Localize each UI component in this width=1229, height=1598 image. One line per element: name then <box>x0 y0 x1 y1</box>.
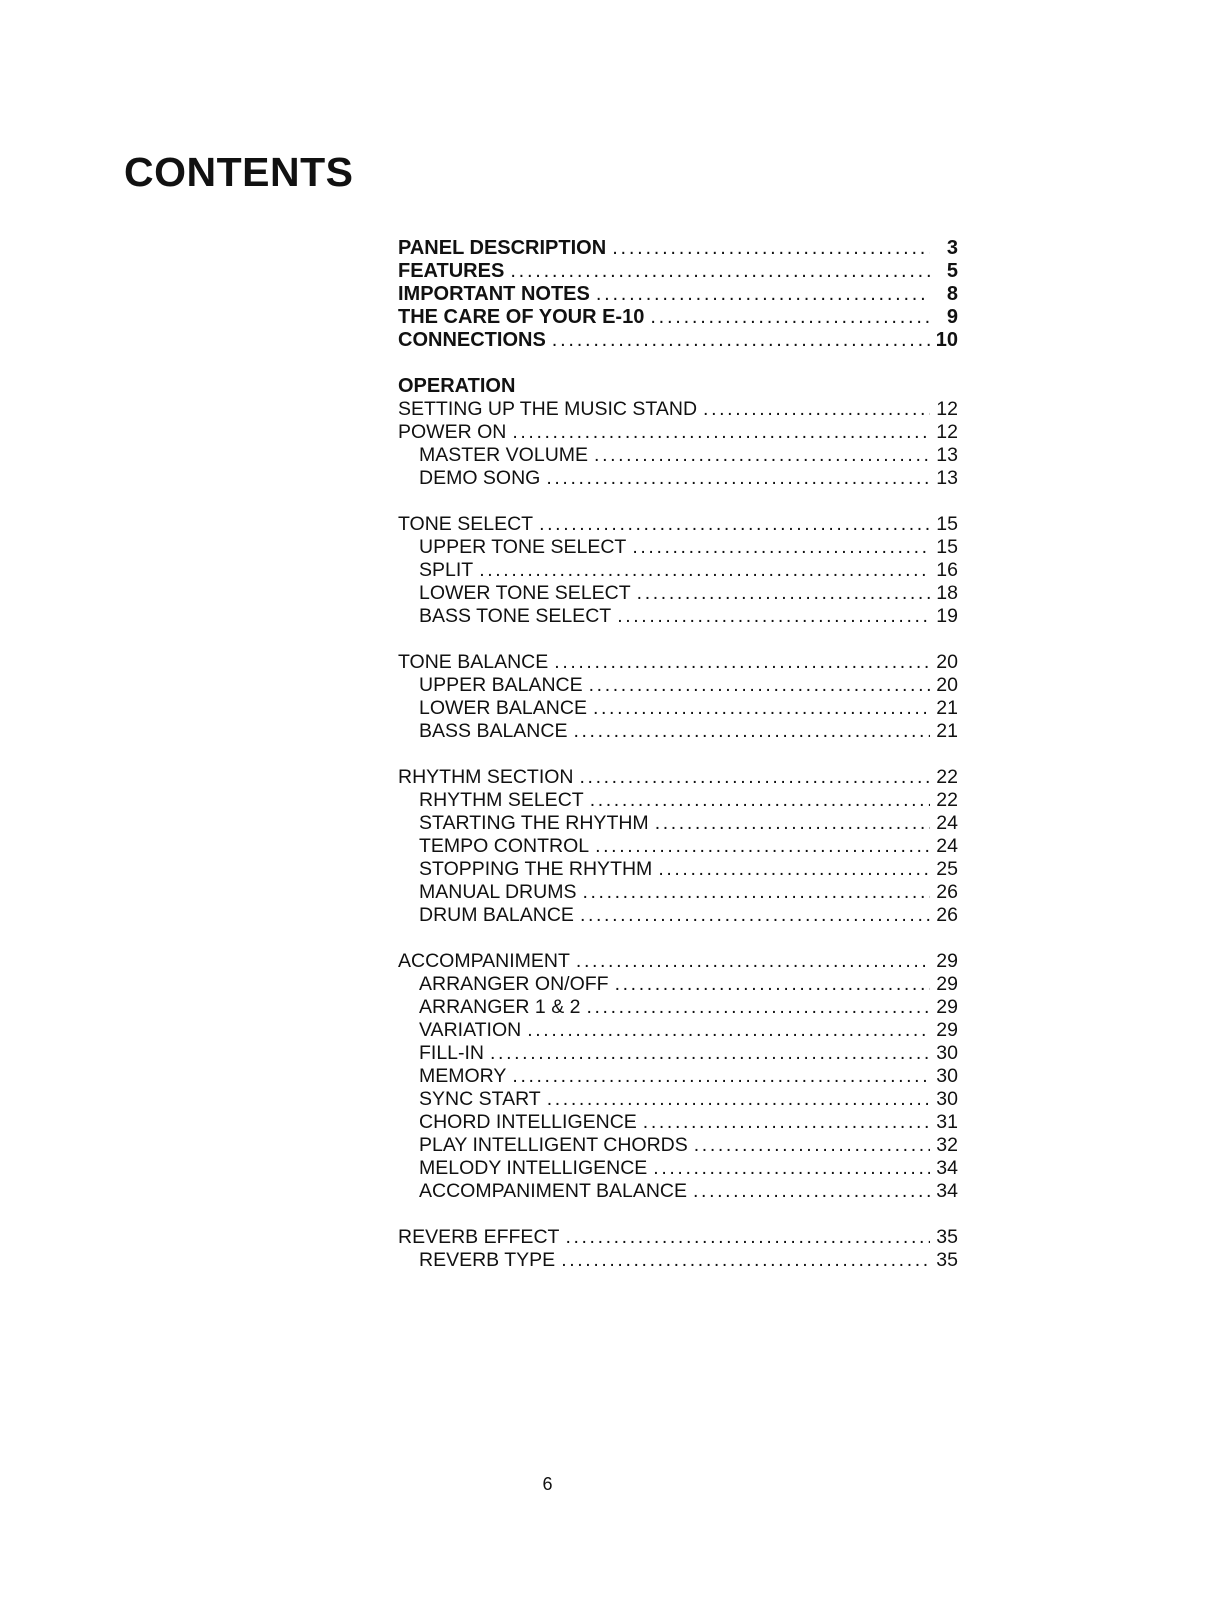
toc-entry-page: 26 <box>936 904 958 926</box>
toc-entry-melody-intelligence[interactable] <box>398 1157 958 1180</box>
toc-entry-page: 8 <box>946 283 958 305</box>
toc-entry-demo-song[interactable] <box>398 467 958 490</box>
toc-entry-accompaniment[interactable] <box>398 950 958 973</box>
toc-entry-label: MEMORY <box>419 1065 507 1087</box>
toc-entry-label: TEMPO CONTROL <box>419 835 590 857</box>
toc-section-heading: OPERATION <box>398 375 516 397</box>
dot-leader <box>655 812 930 835</box>
toc-entry-page: 34 <box>936 1180 958 1202</box>
toc-entry-label: BASS TONE SELECT <box>419 605 612 627</box>
toc-entry-arranger-1-2[interactable] <box>398 996 958 1019</box>
toc-entry-important-notes[interactable] <box>398 283 958 306</box>
dot-leader <box>546 467 930 490</box>
toc-entry-arranger-on-off[interactable] <box>398 973 958 996</box>
toc-entry-connections[interactable] <box>398 329 958 352</box>
toc-entry-page: 31 <box>936 1111 958 1133</box>
toc-entry-variation[interactable] <box>398 1019 958 1042</box>
toc-entry-upper-tone-select[interactable] <box>398 536 958 559</box>
toc-entry-label: ARRANGER 1 & 2 <box>419 996 581 1018</box>
toc-entry-label: LOWER BALANCE <box>419 697 587 719</box>
toc-entry-label: CHORD INTELLIGENCE <box>419 1111 637 1133</box>
toc-entry-page: 15 <box>936 536 958 558</box>
toc-entry-label: REVERB EFFECT <box>398 1226 560 1248</box>
toc-entry-tempo-control[interactable] <box>398 835 958 858</box>
toc-group-rhythm <box>398 766 958 927</box>
dot-leader <box>596 283 930 306</box>
dot-leader <box>590 789 930 812</box>
toc-entry-label: PANEL DESCRIPTION <box>398 237 607 259</box>
toc-entry-label: ACCOMPANIMENT <box>398 950 570 972</box>
toc-group-front-matter <box>398 237 958 352</box>
toc-entry-upper-balance[interactable] <box>398 674 958 697</box>
dot-leader <box>580 904 930 927</box>
toc-entry-panel-description[interactable] <box>398 237 958 260</box>
toc-entry-page: 22 <box>936 789 958 811</box>
dot-leader <box>547 1088 930 1111</box>
dot-leader <box>479 559 930 582</box>
toc-entry-page: 29 <box>936 996 958 1018</box>
toc-entry-rhythm-section[interactable] <box>398 766 958 789</box>
dot-leader <box>576 950 930 973</box>
toc-entry-page: 21 <box>936 720 958 742</box>
toc-entry-page: 16 <box>936 559 958 581</box>
toc-entry-page: 35 <box>936 1249 958 1271</box>
dot-leader <box>527 1019 930 1042</box>
dot-leader <box>632 536 930 559</box>
toc-entry-label: MELODY INTELLIGENCE <box>419 1157 648 1179</box>
dot-leader <box>693 1180 930 1203</box>
toc-entry-music-stand[interactable] <box>398 398 958 421</box>
toc-entry-label: POWER ON <box>398 421 507 443</box>
toc-entry-page: 12 <box>936 398 958 420</box>
dot-leader <box>490 1042 930 1065</box>
dot-leader <box>612 237 930 260</box>
toc-entry-label: UPPER BALANCE <box>419 674 583 696</box>
toc-entry-page: 26 <box>936 881 958 903</box>
toc-entry-page: 9 <box>946 306 958 328</box>
dot-leader <box>650 306 930 329</box>
dot-leader <box>582 881 930 904</box>
page-number: 6 <box>542 1474 553 1494</box>
dot-leader <box>586 996 930 1019</box>
toc-entry-label: BASS BALANCE <box>419 720 568 742</box>
dot-leader <box>565 1226 930 1249</box>
toc-entry-bass-balance[interactable] <box>398 720 958 743</box>
toc-entry-lower-balance[interactable] <box>398 697 958 720</box>
dot-leader <box>694 1134 930 1157</box>
toc-entry-page: 13 <box>936 444 958 466</box>
toc-entry-page: 25 <box>936 858 958 880</box>
dot-leader <box>554 651 930 674</box>
toc-entry-label: RHYTHM SECTION <box>398 766 574 788</box>
toc-entry-rhythm-select[interactable] <box>398 789 958 812</box>
toc-entry-label: REVERB TYPE <box>419 1249 556 1271</box>
toc-entry-power-on[interactable] <box>398 421 958 444</box>
toc-entry-label: TONE SELECT <box>398 513 534 535</box>
dot-leader <box>637 582 930 605</box>
toc-entry-label: ARRANGER ON/OFF <box>419 973 609 995</box>
toc-entry-label: FEATURES <box>398 260 505 282</box>
dot-leader <box>512 1065 930 1088</box>
toc-entry-starting-rhythm[interactable] <box>398 812 958 835</box>
toc-entry-page: 24 <box>936 812 958 834</box>
toc-entry-label: CONNECTIONS <box>398 329 546 351</box>
dot-leader <box>580 766 931 789</box>
dot-leader <box>643 1111 930 1134</box>
toc-entry-care[interactable] <box>398 306 958 329</box>
toc-entry-page: 29 <box>936 1019 958 1041</box>
toc-entry-label: LOWER TONE SELECT <box>419 582 631 604</box>
dot-leader <box>653 1157 930 1180</box>
toc-entry-split[interactable] <box>398 559 958 582</box>
toc-entry-chord-intelligence[interactable] <box>398 1111 958 1134</box>
toc-entry-page: 29 <box>936 950 958 972</box>
toc-entry-page: 30 <box>936 1065 958 1087</box>
dot-leader <box>594 444 930 467</box>
toc-group-tone-balance <box>398 651 958 743</box>
toc-entry-fill-in[interactable] <box>398 1042 958 1065</box>
toc-entry-label: UPPER TONE SELECT <box>419 536 627 558</box>
dot-leader <box>552 329 930 352</box>
toc-entry-lower-tone-select[interactable] <box>398 582 958 605</box>
dot-leader <box>615 973 930 996</box>
toc-entry-label: PLAY INTELLIGENT CHORDS <box>419 1134 688 1156</box>
toc-entry-page: 3 <box>946 237 958 259</box>
toc-entry-label: DEMO SONG <box>419 467 541 489</box>
toc-entry-page: 18 <box>936 582 958 604</box>
dot-leader <box>595 835 930 858</box>
toc-entry-label: STOPPING THE RHYTHM <box>419 858 653 880</box>
toc-entry-label: DRUM BALANCE <box>419 904 574 926</box>
toc-entry-bass-tone-select[interactable] <box>398 605 958 628</box>
toc-entry-page: 22 <box>936 766 958 788</box>
toc-entry-page: 12 <box>936 421 958 443</box>
toc-entry-page: 13 <box>936 467 958 489</box>
toc-entry-master-volume[interactable] <box>398 444 958 467</box>
toc-entry-reverb-effect[interactable] <box>398 1226 958 1249</box>
toc-group-operation <box>398 375 958 490</box>
toc-entry-label: THE CARE OF YOUR E-10 <box>398 306 645 328</box>
toc-entry-sync-start[interactable] <box>398 1088 958 1111</box>
toc-entry-label: SYNC START <box>419 1088 541 1110</box>
toc-entry-reverb-type[interactable] <box>398 1249 958 1272</box>
toc-entry-accompaniment-balance[interactable] <box>398 1180 958 1203</box>
toc-entry-stopping-rhythm[interactable] <box>398 858 958 881</box>
toc-entry-page: 10 <box>935 329 958 351</box>
dot-leader <box>573 720 930 743</box>
toc-entry-page: 15 <box>936 513 958 535</box>
toc-entry-play-intelligent-chords[interactable] <box>398 1134 958 1157</box>
toc-entry-manual-drums[interactable] <box>398 881 958 904</box>
toc-entry-page: 20 <box>936 651 958 673</box>
dot-leader <box>561 1249 930 1272</box>
toc-entry-memory[interactable] <box>398 1065 958 1088</box>
toc-entry-page: 20 <box>936 674 958 696</box>
toc-entry-tone-select[interactable] <box>398 513 958 536</box>
toc-entry-page: 24 <box>936 835 958 857</box>
toc-entry-label: STARTING THE RHYTHM <box>419 812 649 834</box>
toc-entry-label: FILL-IN <box>419 1042 485 1064</box>
dot-leader <box>589 674 930 697</box>
dot-leader <box>512 421 930 444</box>
toc-entry-label: VARIATION <box>419 1019 522 1041</box>
dot-leader <box>658 858 930 881</box>
dot-leader <box>510 260 930 283</box>
toc-entry-label: RHYTHM SELECT <box>419 789 584 811</box>
dot-leader <box>539 513 930 536</box>
toc-entry-page: 32 <box>936 1134 958 1156</box>
toc-group-accompaniment <box>398 950 958 1203</box>
toc-entry-label: ACCOMPANIMENT BALANCE <box>419 1180 687 1202</box>
toc-entry-page: 5 <box>946 260 958 282</box>
table-of-contents <box>398 237 958 1295</box>
toc-group-tone-select <box>398 513 958 628</box>
toc-entry-label: MASTER VOLUME <box>419 444 589 466</box>
toc-entry-label: SETTING UP THE MUSIC STAND <box>398 398 698 420</box>
toc-entry-page: 19 <box>936 605 958 627</box>
dot-leader <box>617 605 930 628</box>
toc-entry-drum-balance[interactable] <box>398 904 958 927</box>
toc-entry-features[interactable] <box>398 260 958 283</box>
toc-entry-page: 30 <box>936 1042 958 1064</box>
toc-entry-label: TONE BALANCE <box>398 651 549 673</box>
toc-entry-page: 30 <box>936 1088 958 1110</box>
toc-entry-label: IMPORTANT NOTES <box>398 283 590 305</box>
dot-leader <box>703 398 930 421</box>
toc-entry-page: 29 <box>936 973 958 995</box>
toc-group-reverb <box>398 1226 958 1272</box>
toc-entry-page: 34 <box>936 1157 958 1179</box>
toc-entry-tone-balance[interactable] <box>398 651 958 674</box>
toc-entry-page: 21 <box>936 697 958 719</box>
toc-entry-page: 35 <box>936 1226 958 1248</box>
page-title: CONTENTS <box>124 149 354 195</box>
toc-entry-label: SPLIT <box>419 559 474 581</box>
toc-entry-label: MANUAL DRUMS <box>419 881 577 903</box>
dot-leader <box>593 697 930 720</box>
